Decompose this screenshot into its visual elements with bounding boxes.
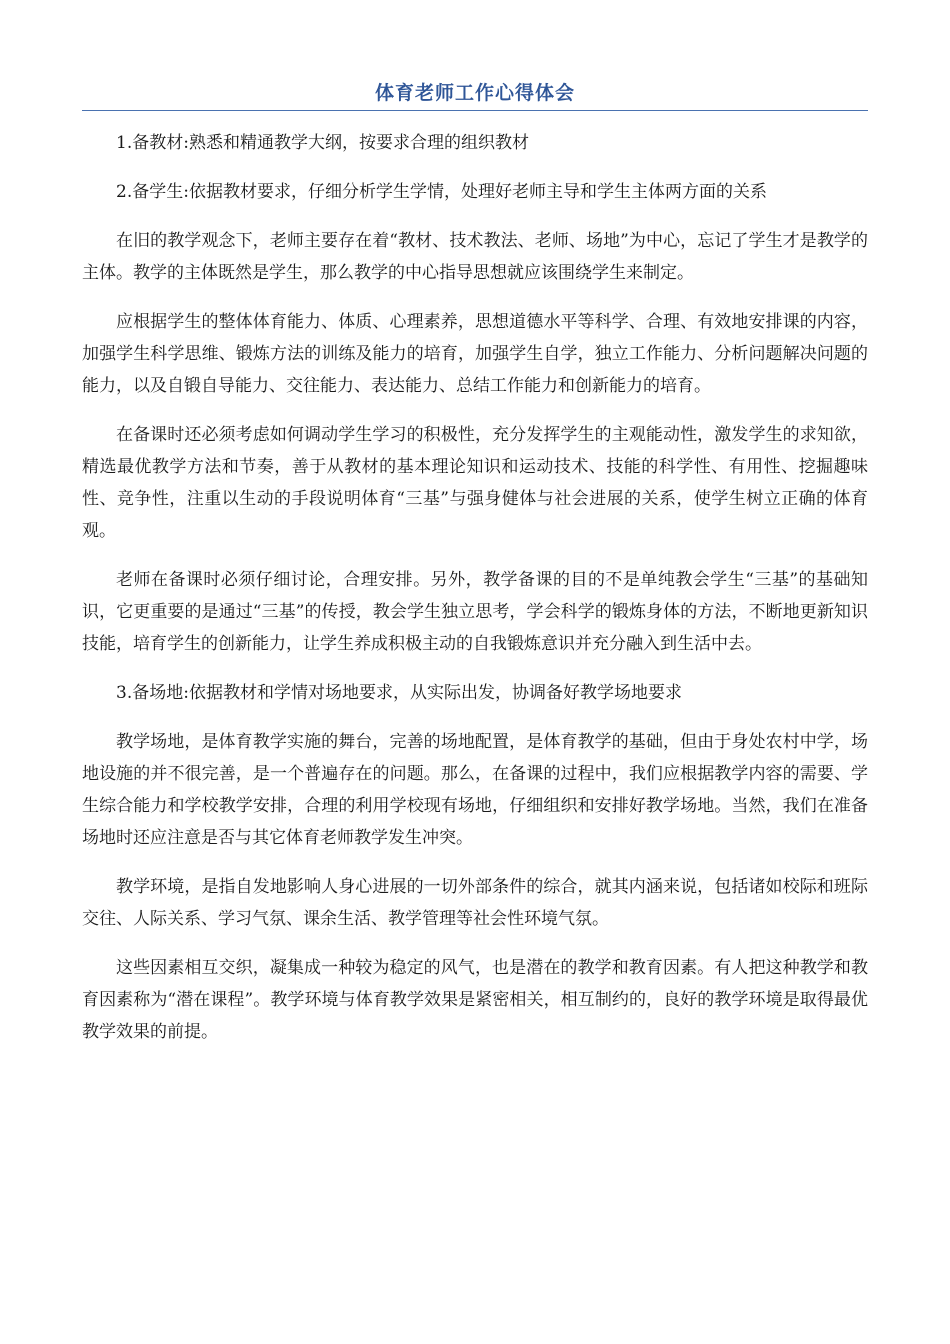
paragraph: 在备课时还必须考虑如何调动学生学习的积极性，充分发挥学生的主观能动性，激发学生的求知欲，精选最优教学方法和节奏，善于从教材的基本理论知识和运动技术、技能的科学性、有用性、挖掘趣味性、竞争性，注重以生动的手段说明体育“三基”与强身健体与社会进展的关系，使学生树立正确的体育观。 [82, 425, 868, 541]
paragraph: 老师在备课时必须仔细讨论，合理安排。另外，教学备课的目的不是单纯教会学生“三基”的基础知识，它更重要的是通过“三基”的传授，教会学生独立思考，学会科学的锻炼身体的方法，不断地更新知识技能，培育学生的创新能力，让学生养成积极主动的自我锻炼意识并充分融入到生活中去。 [82, 570, 868, 654]
document-page [82, 78, 868, 1065]
paragraph: 3.备场地:依据教材和学情对场地要求，从实际出发，协调备好教学场地要求 [116, 683, 682, 703]
paragraph: 教学场地，是体育教学实施的舞台，完善的场地配置，是体育教学的基础，但由于身处农村中学，场地设施的并不很完善，是一个普遍存在的问题。那么，在备课的过程中，我们应根据教学内容的需要、学生综合能力和学校教学安排，合理的利用学校现有场地，仔细组织和安排好教学场地。当然，我们在准备场地时还应注意是否与其它体育老师教学发生冲突。 [82, 732, 868, 848]
title-divider [82, 110, 868, 111]
document-body [82, 127, 868, 1048]
paragraph: 2.备学生:依据教材要求，仔细分析学生学情，处理好老师主导和学生主体两方面的关系 [116, 182, 767, 202]
paragraph: 这些因素相互交织，凝集成一种较为稳定的风气，也是潜在的教学和教育因素。有人把这种教学和教育因素称为“潜在课程”。教学环境与体育教学效果是紧密相关，相互制约的，良好的教学环境是取得最优教学效果的前提。 [82, 958, 868, 1042]
paragraph: 教学环境，是指自发地影响人身心进展的一切外部条件的综合，就其内涵来说，包括诸如校际和班际交往、人际关系、学习气氛、课余生活、教学管理等社会性环境气氛。 [82, 877, 868, 929]
paragraph: 1.备教材:熟悉和精通教学大纲，按要求合理的组织教材 [116, 133, 529, 153]
paragraph: 在旧的教学观念下，老师主要存在着“教材、技术教法、老师、场地”为中心，忘记了学生才是教学的主体。教学的主体既然是学生，那么教学的中心指导思想就应该围绕学生来制定。 [82, 231, 868, 283]
paragraph: 应根据学生的整体体育能力、体质、心理素养，思想道德水平等科学、合理、有效地安排课的内容，加强学生科学思维、锻炼方法的训练及能力的培育，加强学生自学，独立工作能力、分析问题解决问题的能力，以及自锻自导能力、交往能力、表达能力、总结工作能力和创新能力的培育。 [82, 312, 868, 396]
document-title: 体育老师工作心得体会 [374, 82, 575, 104]
